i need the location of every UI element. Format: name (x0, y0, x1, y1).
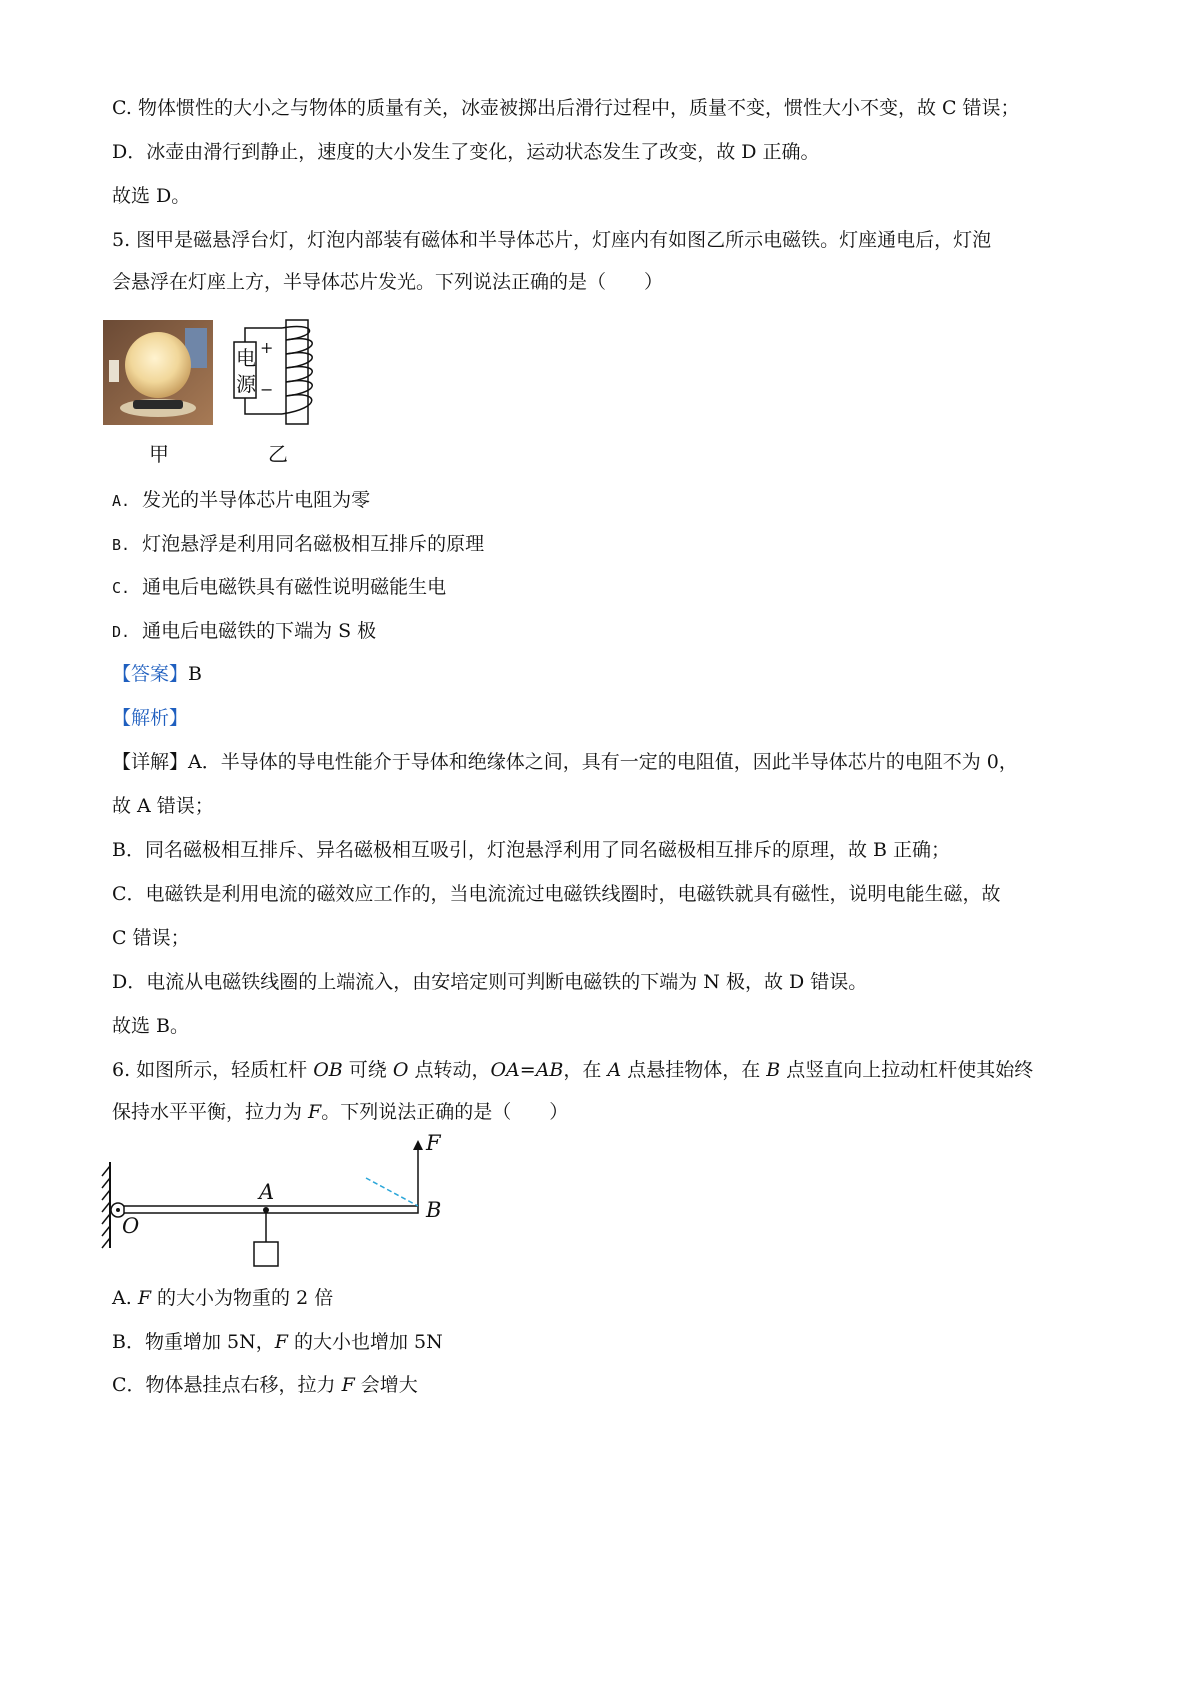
power-source-label-2: 源 (236, 372, 256, 396)
q6-option-c: C．物体悬挂点右移，拉力 F 会增大 (112, 1374, 418, 1396)
q6-option-a: A. F 的大小为物重的 2 倍 (112, 1287, 334, 1309)
answer-tag: 【答案】 (112, 663, 189, 685)
q6-stem-line1: 6. 如图所示，轻质杠杆 OB 可绕 O 点转动，OA=AB，在 A 点悬挂物体，在 B 点竖直向上拉动杠杆使其始终 (112, 1059, 1034, 1081)
label-A: A (259, 1180, 275, 1204)
minus-terminal: − (260, 380, 274, 399)
analysis-tag: 【解析】 (112, 707, 189, 729)
q5-option-b: B. 灯泡悬浮是利用同名磁极相互排斥的原理 (112, 533, 485, 555)
q5-stem-line1: 5. 图甲是磁悬浮台灯，灯泡内部装有磁体和半导体芯片，灯座内有如图乙所示电磁铁。灯座通电后，灯泡 (112, 229, 992, 251)
q5-option-c: C. 通电后电磁铁具有磁性说明磁能生电 (112, 576, 447, 598)
q5-answer: 【答案】B (112, 663, 202, 685)
fig-yi-caption: 乙 (268, 442, 288, 466)
prev-choose: 故选 D。 (112, 185, 191, 207)
plus-terminal: + (260, 338, 274, 357)
prev-answer-d: D．冰壶由滑行到静止，速度的大小发生了变化，运动状态发生了改变，故 D 正确。 (112, 141, 820, 163)
lever-diagram (100, 1140, 460, 1275)
q5-option-a: A. 发光的半导体芯片电阻为零 (112, 489, 371, 511)
fig-jia-caption: 甲 (149, 442, 169, 466)
q6-option-b: B．物重增加 5N，F 的大小也增加 5N (112, 1331, 443, 1353)
label-O: O (122, 1214, 140, 1238)
q5-choose: 故选 B。 (112, 1015, 190, 1037)
q5-detail-b: B．同名磁极相互排斥、异名磁极相互吸引，灯泡悬浮利用了同名磁极相互排斥的原理，故 B 正确； (112, 839, 951, 861)
detail-tag: 【详解】 (112, 751, 189, 773)
prev-answer-c: C. 物体惯性的大小之与物体的质量有关，冰壶被掷出后滑行过程中，质量不变，惯性大小不变，故 C 错误； (112, 97, 1020, 119)
q5-option-d: D. 通电后电磁铁的下端为 S 极 (112, 620, 377, 642)
q5-detail-d: D．电流从电磁铁线圈的上端流入，由安培定则可判断电磁铁的下端为 N 极，故 D 错误。 (112, 971, 868, 993)
power-source-label-1: 电 (236, 346, 256, 370)
q5-detail-c2: C 错误； (112, 927, 190, 949)
label-F: F (426, 1131, 441, 1155)
q5-detail-c1: C．电磁铁是利用电流的磁效应工作的，当电流流过电磁铁线圈时，电磁铁就具有磁性，说明电能生磁，故 (112, 883, 1001, 905)
q5-stem-line2: 会悬浮在灯座上方，半导体芯片发光。下列说法正确的是（ ） (112, 271, 664, 293)
label-B: B (426, 1198, 442, 1222)
maglev-lamp-photo (103, 320, 213, 425)
q5-detail-a2: 故 A 错误； (112, 795, 214, 817)
q6-stem-line2: 保持水平平衡，拉力为 F。下列说法正确的是（ ） (112, 1101, 569, 1123)
q5-detail-a1: 【详解】A．半导体的导电性能介于导体和绝缘体之间，具有一定的电阻值，因此半导体芯片的电阻不为 0， (112, 751, 1018, 773)
